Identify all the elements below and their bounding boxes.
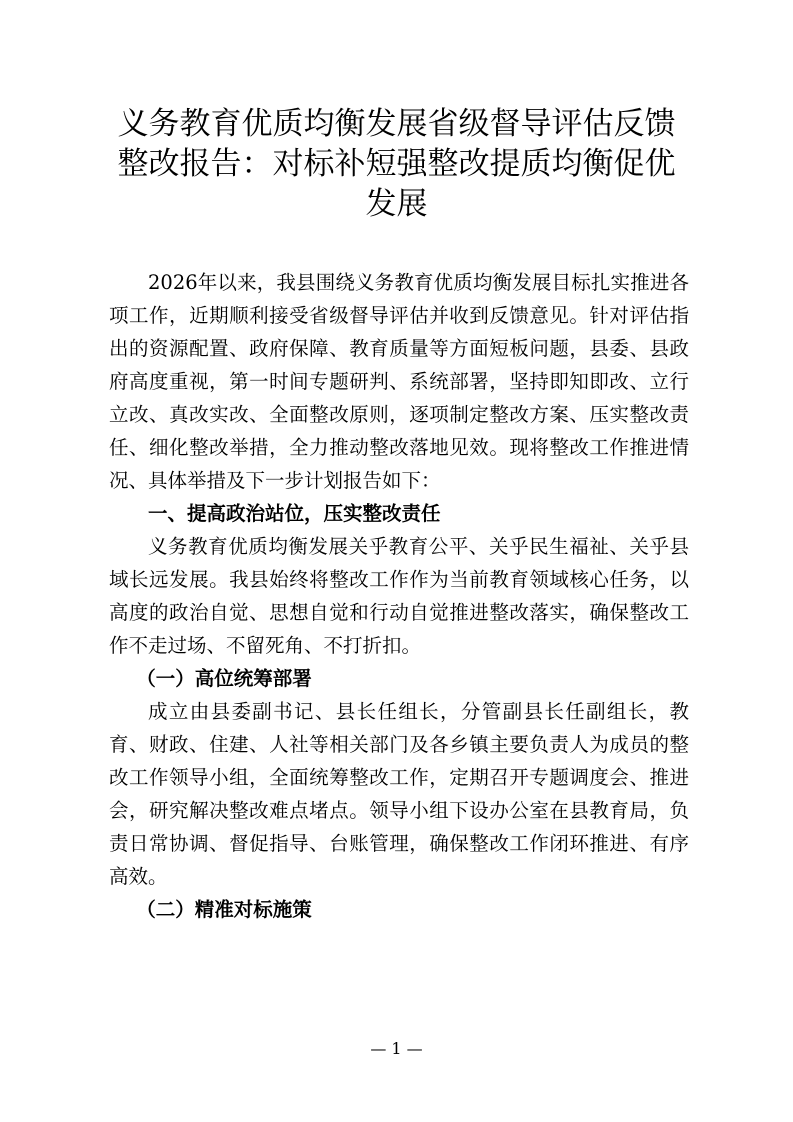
section-1-paragraph: 义务教育优质均衡发展关乎教育公平、关乎民生福祉、关乎县域长远发展。我县始终将整改工作作为当前教育领域核心任务，以高度的政治自觉、思想自觉和行动自觉推进整改落实，确保整改工作不走过场、不留死角、不打折扣。 xyxy=(109,535,689,657)
title-line-1: 义务教育优质均衡发展省级督导评估反馈 xyxy=(117,106,676,142)
subsection-1-paragraph: 成立由县委副书记、县长任组长，分管副县长任副组长，教育、财政、住建、人社等相关部门及各乡镇主要负责人为成员的整改工作领导小组，全面统筹整改工作，定期召开专题调度会、推进会，研究解决整改难点堵点。领导小组下设办公室在县教育局，负责日常协调、督促指导、台账管理，确保整改工作闭环推进、有序高效。 xyxy=(109,700,689,888)
section-1-heading: 一、提高政治站位，压实整改责任 xyxy=(148,502,441,525)
page-number: — 1 — xyxy=(370,1039,423,1058)
document-title xyxy=(100,104,693,224)
title-line-2: 整改报告：对标补短强整改提质均衡促优 xyxy=(117,146,676,182)
subsection-2-heading: （二）精准对标施策 xyxy=(136,898,312,921)
intro-paragraph: 2026年以来，我县围绕义务教育优质均衡发展目标扎实推进各项工作，近期顺利接受省级督导评估并收到反馈意见。针对评估指出的资源配置、政府保障、教育质量等方面短板问题，县委、县政府高度重视，第一时间专题研判、系统部署，坚持即知即改、立行立改、真改实改、全面整改原则，逐项制定整改方案、压实整改责任、细化整改举措，全力推动整改落地见效。现将整改工作推进情况、具体举措及下一步计划报告如下： xyxy=(109,271,689,492)
title-line-3: 发展 xyxy=(365,186,428,222)
subsection-1-heading: （一）高位统筹部署 xyxy=(136,667,312,690)
document-body xyxy=(109,266,689,926)
